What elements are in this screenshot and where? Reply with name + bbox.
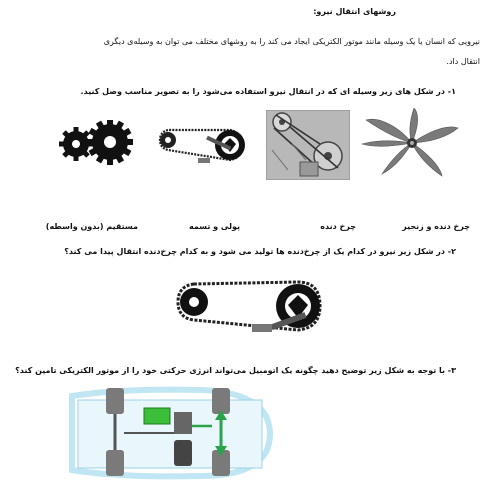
intro-line-1: نیرویی که انسان یا یک وسیله مانند موتور الکتریکی ایجاد می کند را به روشهای مختلف می توان به وسیله‌ی دیگری [103, 37, 480, 46]
question-1: ۱- در شکل های زیر وسیله ای که در انتقال نیرو استفاده می‌شود را به تصویر مناسب وصل کنید. [80, 87, 456, 96]
bicycle-chain-drive-icon [170, 274, 330, 344]
question-3: ۳- با توجه به شکل زیر توضیح دهید چگونه یک اتومبیل می‌تواند انرژی حرکتی خود را از موتور الکتریکی تامین کند؟ [15, 366, 456, 375]
gears-icon [58, 120, 136, 166]
label-chain-gear: چرخ دنده و زنجیر [402, 222, 470, 231]
page-heading: روشهای انتقال نیرو: [313, 7, 396, 16]
label-gear: چرخ دنده [320, 222, 356, 231]
fan-icon [360, 108, 464, 178]
chain-sprocket-icon [154, 118, 250, 174]
electric-car-diagram-icon [62, 386, 274, 480]
intro-line-2: انتقال داد. [446, 57, 480, 66]
belt-pulley-icon [266, 110, 350, 180]
label-direct: مستقیم (بدون واسطه) [45, 222, 138, 231]
label-belt-pulley: پولی و تسمه [188, 222, 240, 231]
question-2: ۲- در شکل زیر نیرو در کدام یک از چرخ‌دنده ها تولید می شود و به کدام چرخ‌دنده انتقال پیدا می کند؟ [64, 247, 456, 256]
